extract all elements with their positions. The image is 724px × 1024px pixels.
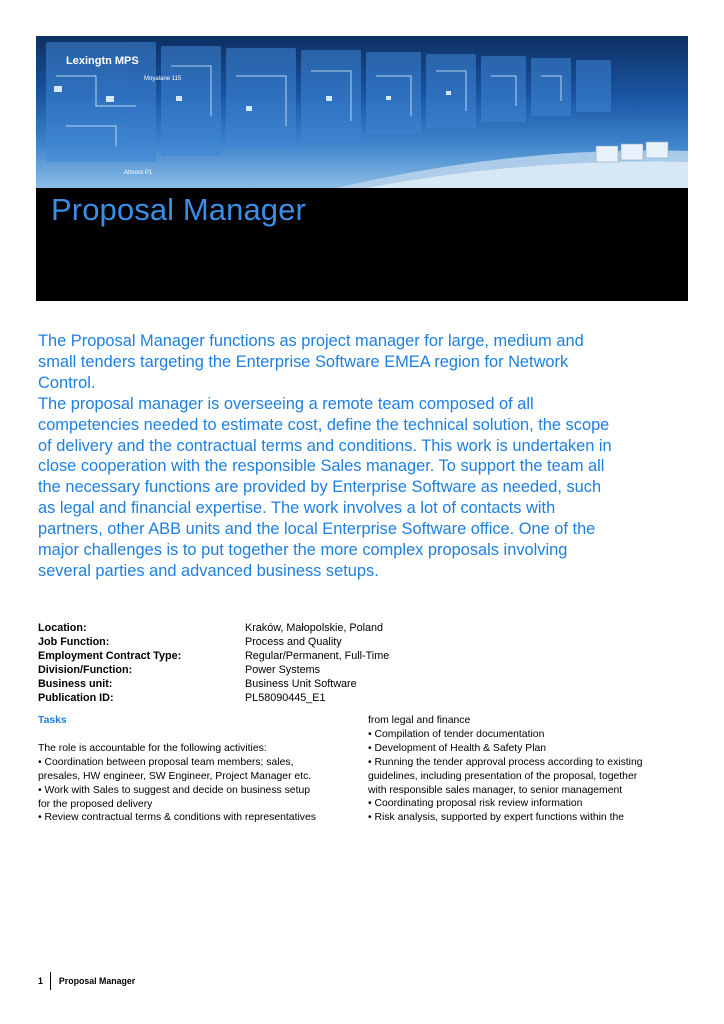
intro-line: small tenders targeting the Enterprise Software EMEA region for Network bbox=[38, 352, 569, 371]
intro-line: major challenges is to put together the more complex proposals involving bbox=[38, 541, 568, 560]
screen-label: Lexingtn MPS bbox=[66, 55, 139, 67]
header-image bbox=[36, 36, 688, 188]
task-line: • Development of Health & Safety Plan bbox=[368, 742, 547, 754]
detail-label: Job Function: bbox=[38, 635, 110, 648]
control-room-illustration bbox=[36, 36, 688, 188]
detail-row bbox=[38, 650, 458, 664]
page-title: Proposal Manager bbox=[51, 192, 306, 227]
detail-value: Power Systems bbox=[245, 663, 320, 676]
task-line: • Running the tender approval process according to existing bbox=[368, 756, 643, 768]
task-line: • Review contractual terms & conditions with representatives bbox=[38, 812, 316, 824]
tasks-column-left bbox=[38, 714, 338, 825]
detail-row bbox=[38, 664, 458, 678]
page-footer bbox=[38, 972, 135, 990]
intro-paragraph bbox=[38, 331, 648, 394]
intro-line: The proposal manager is overseeing a remote team composed of all bbox=[38, 394, 534, 413]
detail-label: Publication ID: bbox=[38, 691, 114, 704]
detail-value: PL58090445_E1 bbox=[245, 691, 326, 704]
intro-line: The Proposal Manager functions as project manager for large, medium and bbox=[38, 332, 584, 350]
task-line: • Coordinating proposal risk review information bbox=[368, 798, 583, 810]
tasks-column-right bbox=[368, 714, 668, 825]
intro-line: of delivery and the contractual terms and conditions. This work is undertaken in bbox=[38, 436, 612, 455]
task-line: from legal and finance bbox=[368, 715, 471, 726]
detail-label: Location: bbox=[38, 622, 87, 634]
page-number: 1 bbox=[38, 976, 43, 986]
intro-text bbox=[38, 331, 648, 582]
tasks-heading: Tasks bbox=[38, 715, 67, 726]
detail-value: Business Unit Software bbox=[245, 677, 357, 690]
intro-line: the necessary functions are provided by Enterprise Software as needed, such bbox=[38, 478, 602, 497]
footer-title: Proposal Manager bbox=[58, 976, 136, 986]
task-line: • Coordination between proposal team members; sales, bbox=[38, 756, 294, 768]
detail-row bbox=[38, 692, 458, 706]
title-band bbox=[36, 188, 688, 301]
detail-value: Kraków, Małopolskie, Poland bbox=[245, 622, 384, 634]
intro-paragraph bbox=[38, 394, 648, 582]
detail-row bbox=[38, 678, 458, 692]
detail-row bbox=[38, 622, 458, 636]
intro-line: Control. bbox=[38, 373, 96, 392]
job-details bbox=[38, 622, 458, 705]
screen-label: Atmore P1 bbox=[124, 170, 153, 176]
task-line: presales, HW engineer, SW Engineer, Project Manager etc. bbox=[38, 770, 312, 782]
detail-label: Division/Function: bbox=[38, 663, 133, 676]
detail-label: Business unit: bbox=[38, 677, 113, 690]
intro-line: partners, other ABB units and the local Enterprise Software office. One of the bbox=[38, 520, 596, 539]
screen-label: Moyalane 115 bbox=[144, 76, 182, 82]
task-line: The role is accountable for the following activities: bbox=[38, 742, 267, 754]
task-line: • Risk analysis, supported by expert functions within the bbox=[368, 812, 625, 824]
intro-line: close cooperation with the responsible Sales manager. To support the team all bbox=[38, 457, 605, 476]
intro-line: competencies needed to estimate cost, define the technical solution, the scope bbox=[38, 415, 610, 434]
intro-line: as legal and financial expertise. The work involves a lot of contacts with bbox=[38, 499, 556, 518]
detail-value: Regular/Permanent, Full-Time bbox=[245, 649, 390, 662]
detail-value: Process and Quality bbox=[245, 635, 342, 648]
detail-label: Employment Contract Type: bbox=[38, 649, 182, 662]
task-line: • Compilation of tender documentation bbox=[368, 728, 545, 740]
task-line: • Work with Sales to suggest and decide on business setup bbox=[38, 784, 311, 796]
task-line: guidelines, including presentation of the proposal, together bbox=[368, 770, 638, 782]
footer-divider bbox=[50, 972, 51, 990]
task-line: with responsible sales manager, to senior management bbox=[368, 784, 623, 796]
task-line: for the proposed delivery bbox=[38, 798, 153, 810]
intro-line: several parties and advanced business setups. bbox=[38, 561, 379, 580]
detail-row bbox=[38, 636, 458, 650]
